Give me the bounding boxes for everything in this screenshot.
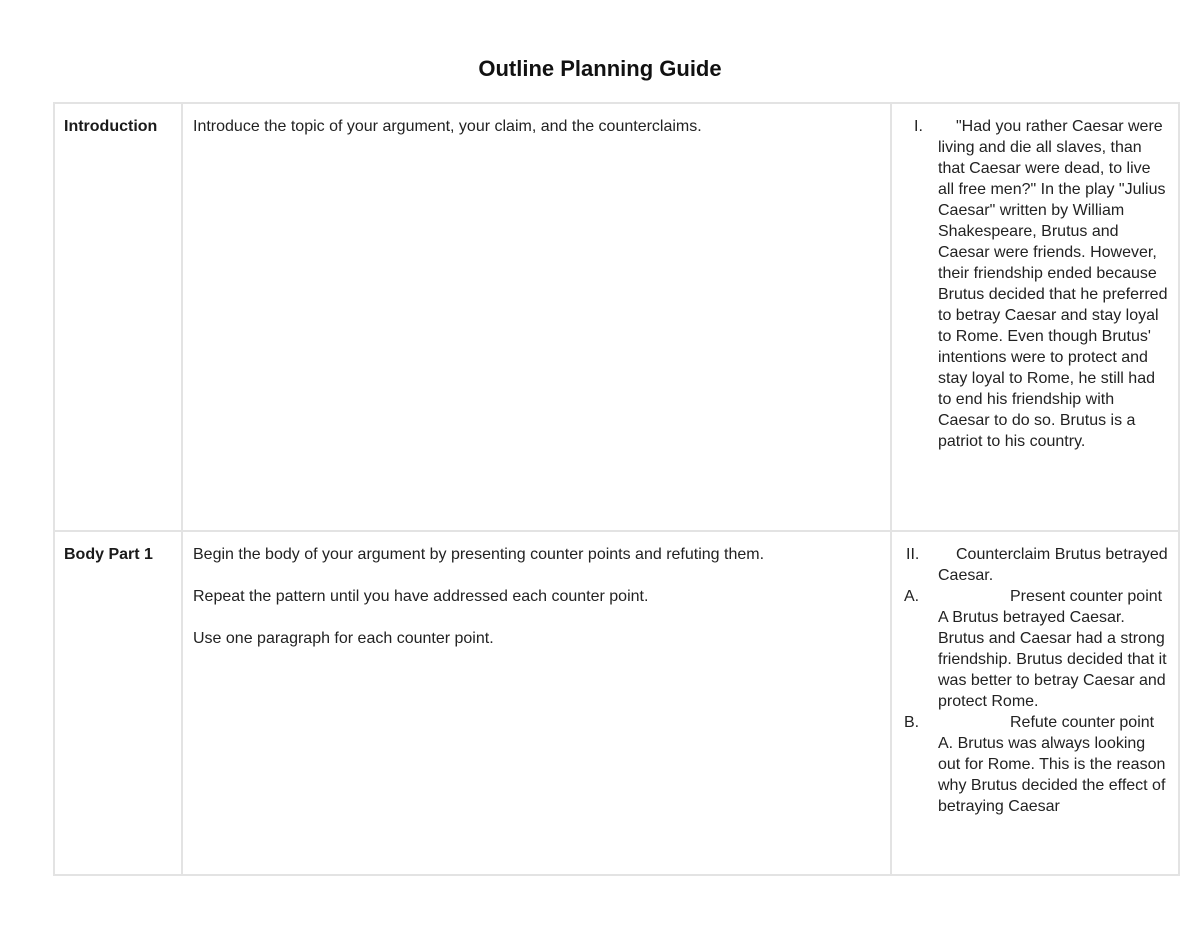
- outline-text: Refute counter point A. Brutus was always looking out for Rome. This is the reason why Brutus decided the effect of betraying Caesar: [938, 714, 1166, 815]
- outline-item-ii: [892, 544, 1170, 586]
- row-label-introduction: Introduction: [54, 103, 182, 531]
- outline-text: Present counter point A Brutus betrayed Caesar. Brutus and Caesar had a strong friendship. Brutus decided that it was better to betray Caesar and protect Rome.: [938, 588, 1167, 710]
- row-label-body-part-1: Body Part 1: [54, 531, 182, 875]
- outline-marker: I.: [914, 118, 923, 135]
- outline-item-a: [892, 586, 1170, 712]
- table-row-introduction: [54, 103, 1179, 531]
- outline-text: "Had you rather Caesar were living and die all slaves, than that Caesar were dead, to live all free men?" In the play "Julius Caesar" written by William Shakespeare, Brutus and Caesar were friends. However, their friendship ended because Brutus decided that he preferred to betray Caesar and stay loyal to Rome. Even though Brutus' intentions were to protect and stay loyal to Rome, he still had to end his friendship with Caesar to do so. Brutus is a patriot to his country.: [938, 118, 1168, 450]
- outline-table: [53, 102, 1180, 876]
- outline-item-b: [892, 712, 1170, 817]
- outline-marker: II.: [906, 546, 920, 563]
- table-row-body-part-1: [54, 531, 1179, 875]
- instructions-body-part-1: [182, 531, 891, 875]
- student-notes-body-part-1[interactable]: [891, 531, 1179, 875]
- instruction-line: Use one paragraph for each counter point.: [193, 630, 494, 647]
- instruction-line: Repeat the pattern until you have addressed each counter point.: [193, 588, 649, 605]
- outline-marker: A.: [904, 588, 920, 605]
- instruction-line: Begin the body of your argument by presenting counter points and refuting them.: [193, 546, 765, 563]
- instruction-line: Introduce the topic of your argument, your claim, and the counterclaims.: [193, 118, 702, 135]
- outline-text: Counterclaim Brutus betrayed Caesar.: [938, 546, 1168, 584]
- outline-marker: B.: [904, 714, 920, 731]
- outline-item-i: [892, 116, 1170, 452]
- page-title: Outline Planning Guide: [478, 56, 722, 81]
- instructions-introduction: [182, 103, 891, 531]
- student-notes-introduction[interactable]: [891, 103, 1179, 531]
